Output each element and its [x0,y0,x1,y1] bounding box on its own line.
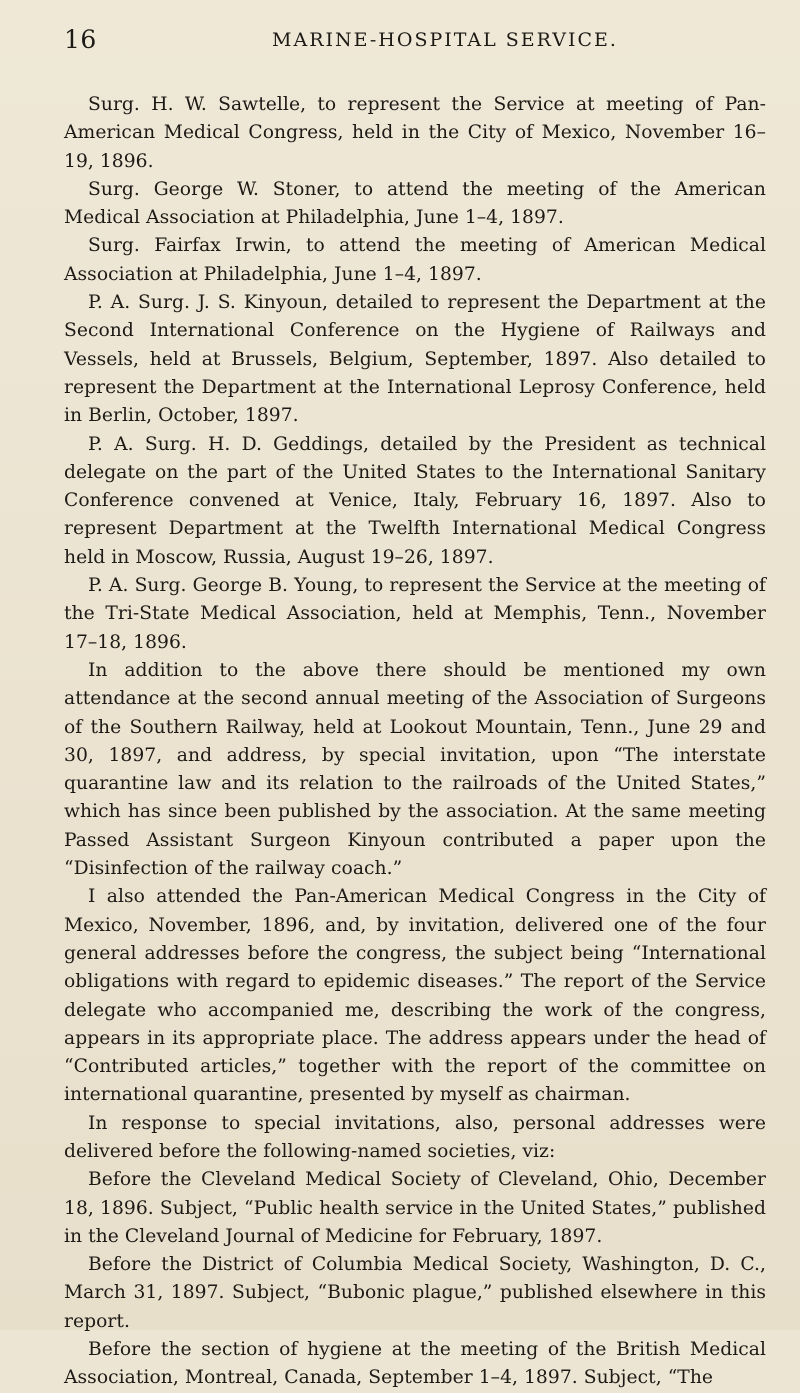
paragraph: In response to special invitations, also, personal addresses were delivered before the following-named societies, viz: [64,1112,766,1162]
paragraph: P. A. Surg. George B. Young, to represent the Service at the meeting of the Tri-State Medical Association, held at Memphis, Tenn., November 17–18, 1896. [64,575,766,653]
paragraph: In addition to the above there should be mentioned my own attendance at the second annual meeting of the Association of Surgeons of the Southern Railway, held at Lookout Mountain, Tenn., June 29 and 30, 1897, and address, by special invitation, upon “The interstate quarantine law and its relation to the railroads of the United States,” which has since been published by the association. At the same meeting Passed Assistant Surgeon Kinyoun contributed a paper upon the “Disinfection of the railway coach.” [64,659,766,880]
paragraph: Surg. George W. Stoner, to attend the meeting of the American Medical Association at Philadelphia, June 1–4, 1897. [64,178,766,229]
paragraph: P. A. Surg. H. D. Geddings, detailed by the President as technical delegate on the part of the United States to the International Sanitary Conference convened at Venice, Italy, February 16, 1897. Also to represent Department at the Twelfth International Medical Congress held in Moscow, Russia, August 19–26, 1897. [64,433,766,568]
paragraph: Before the section of hygiene at the meeting of the British Medical Association, Montreal, Canada, September 1–4, 1897. Subject, “The [64,1339,766,1389]
paragraph: Before the Cleveland Medical Society of Cleveland, Ohio, December 18, 1896. Subject, “Public health service in the United States,” published in the Cleveland Journal of Medicine for February, 1897. [64,1169,766,1247]
paragraph: Surg. Fairfax Irwin, to attend the meeting of American Medical Association at Philadelphia, June 1–4, 1897. [64,235,766,285]
paragraph: Before the District of Columbia Medical Society, Washington, D. C., March 31, 1897. Subject, “Bubonic plague,” published elsewhere in this report. [64,1254,766,1332]
paragraph: Surg. H. W. Sawtelle, to represent the Service at meeting of Pan-American Medical Congress, held in the City of Mexico, November 16–19, 1896. [64,94,766,172]
paragraph: P. A. Surg. J. S. Kinyoun, detailed to represent the Department at the Second International Conference on the Hygiene of Railways and Vessels, held at Brussels, Belgium, September, 1897. Also detailed to represent the Department at the International Leprosy Conference, held in Berlin, October, 1897. [64,292,766,427]
paragraph: I also attended the Pan-American Medical Congress in the City of Mexico, November, 1896, and, by invitation, delivered one of the four general addresses before the congress, the subject being “International obligations with regard to epidemic diseases.” The report of the Service delegate who accompanied me, describing the work of the congress, appears in its appropriate place. The address appears under the head of “Contributed articles,” together with the report of the committee on international quarantine, presented by myself as chairman. [64,886,766,1106]
page-number: 16 [64,25,97,54]
body-text [64,91,766,1393]
page-header-title: MARINE-HOSPITAL SERVICE. [272,29,618,51]
running-head [64,20,766,60]
